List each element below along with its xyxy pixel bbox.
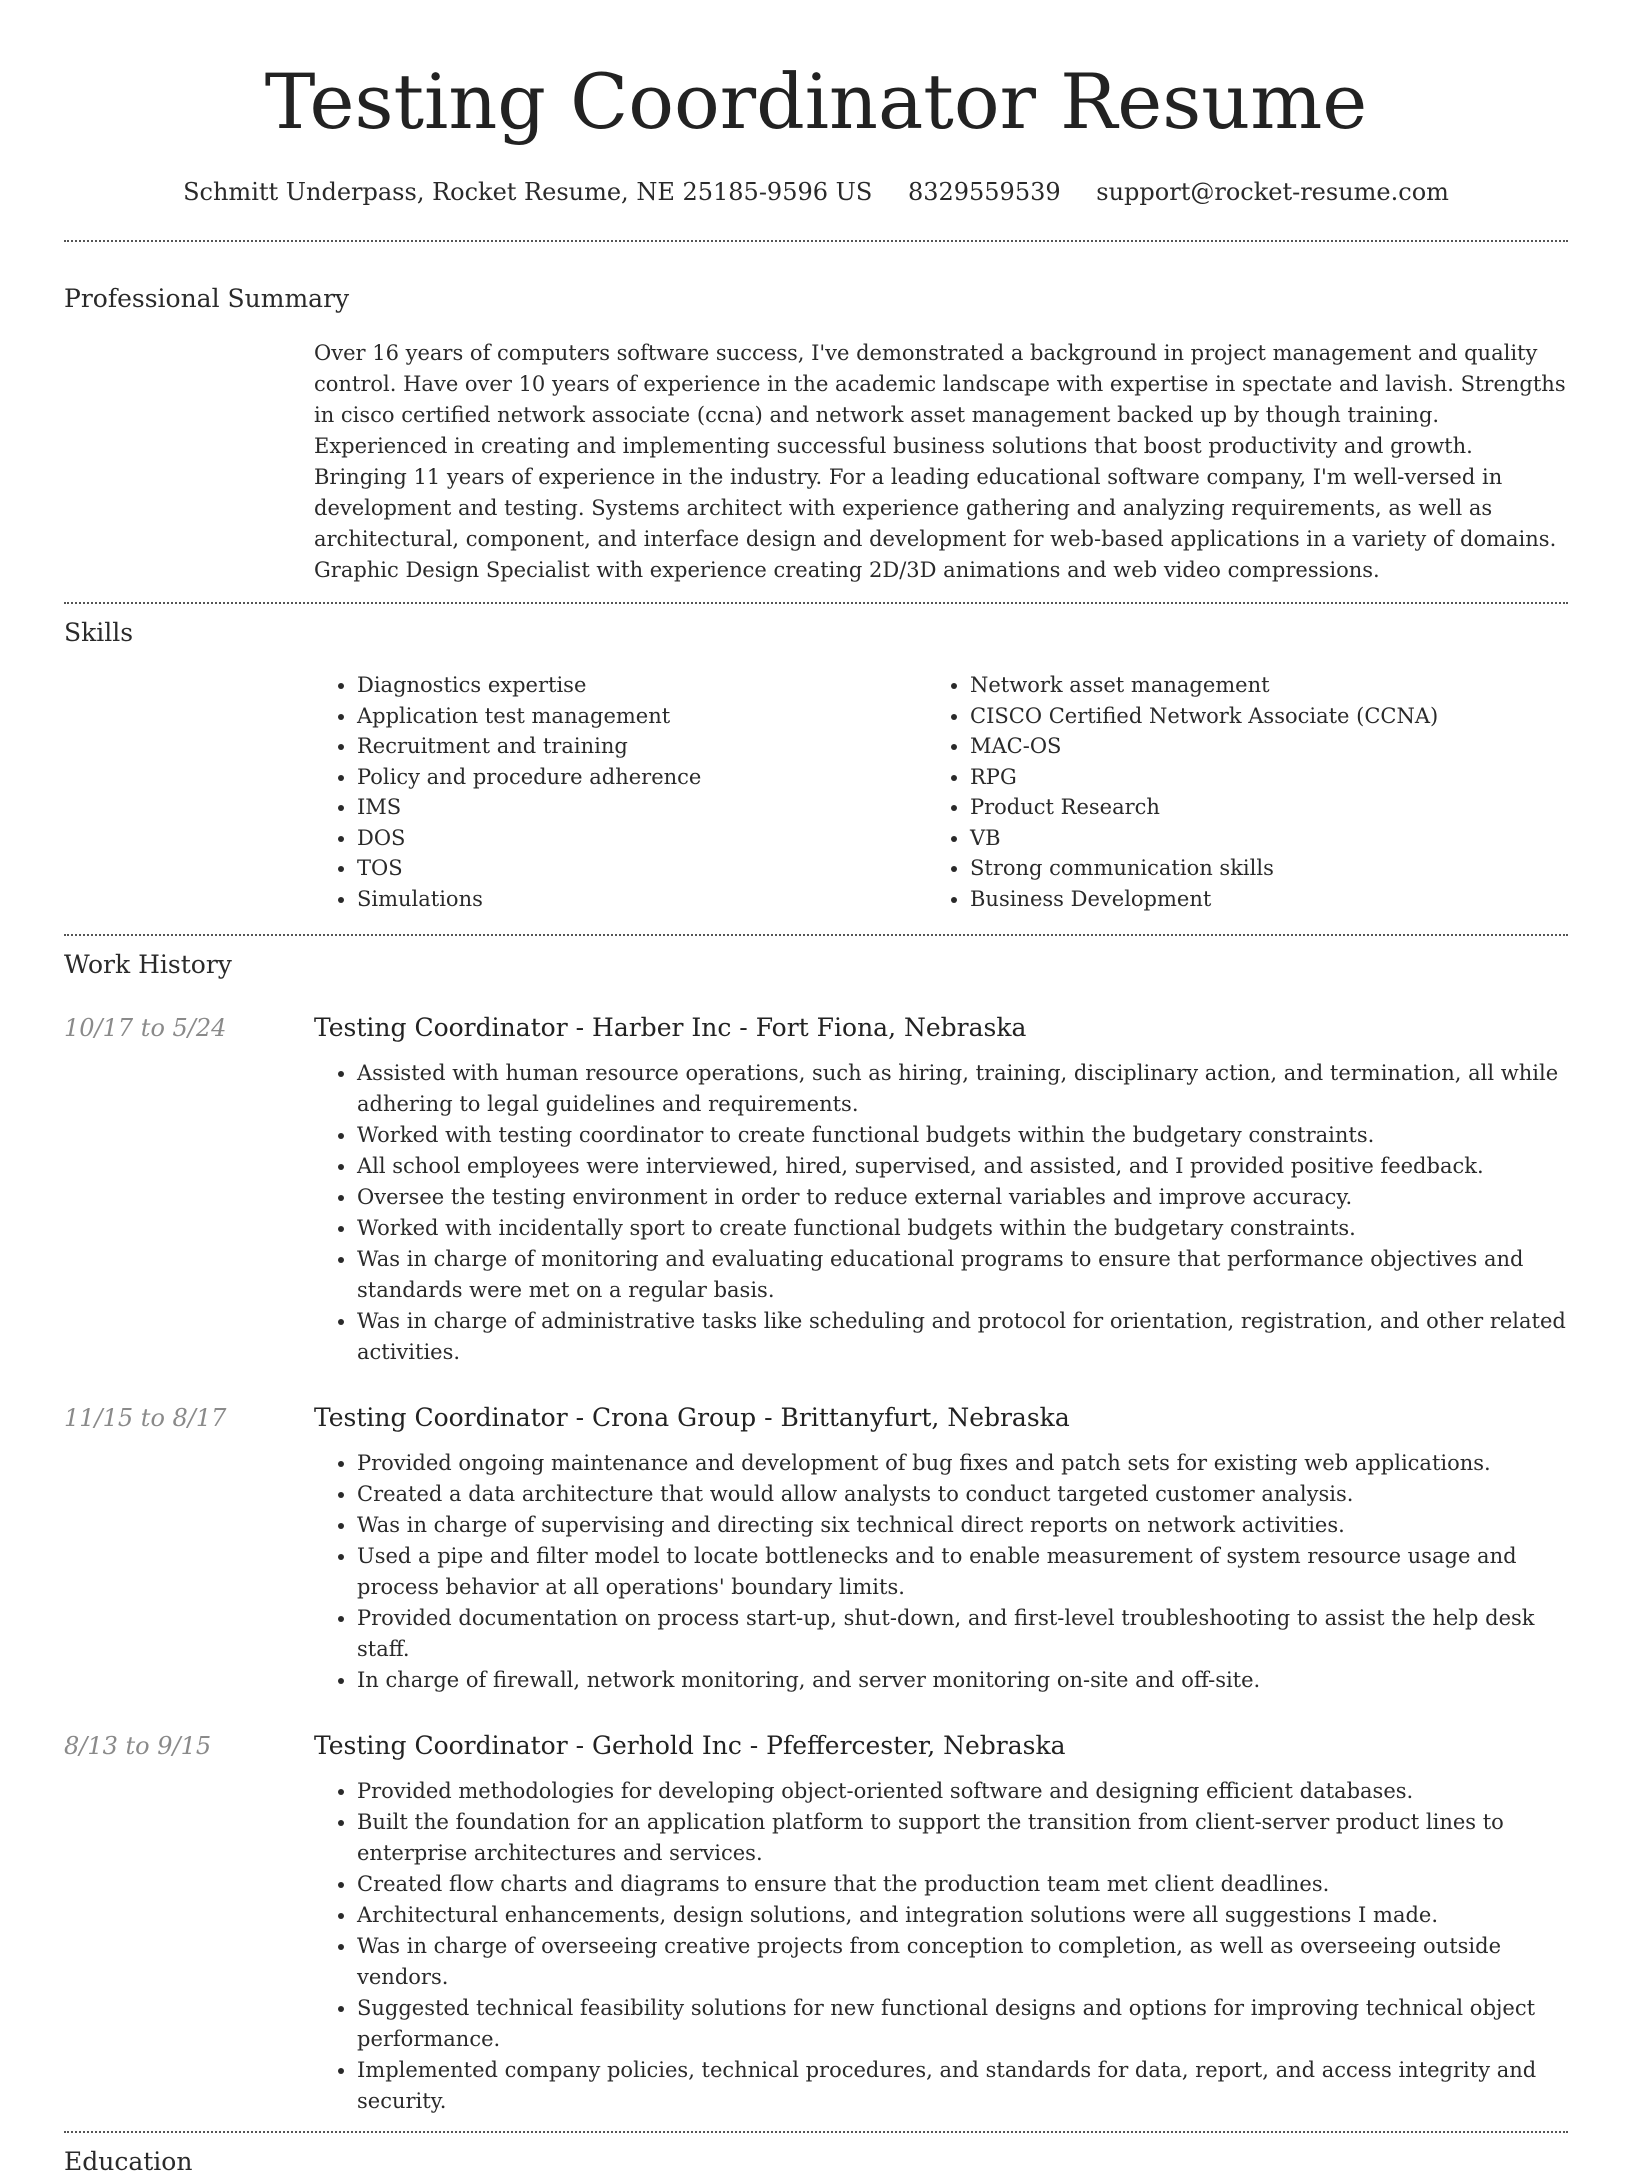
resume-page — [64, 0, 1568, 2179]
contact-email: support@rocket-resume.com — [1096, 178, 1449, 206]
section-divider — [64, 934, 1568, 936]
skill-item: • Product Research — [970, 792, 1540, 823]
job-bullet: • Implemented company policies, technical procedures, and standards for data, report, and access integrity and security. — [357, 2055, 1568, 2117]
work-history-heading: Work History — [64, 950, 232, 979]
skill-item: • DOS — [357, 823, 927, 854]
job-bullet: • Worked with testing coordinator to create functional budgets within the budgetary constraints. — [357, 1120, 1568, 1151]
skill-item: • IMS — [357, 792, 927, 823]
job-bullet: • Built the foundation for an application platform to support the transition from client-server product lines to enterprise architectures and services. — [357, 1807, 1568, 1869]
skill-item: • Recruitment and training — [357, 731, 927, 762]
job-dates: 11/15 to 8/17 — [64, 1404, 227, 1432]
job-details — [314, 1402, 1568, 1696]
skill-item: • TOS — [357, 853, 927, 884]
job-bullet: • Created flow charts and diagrams to ensure that the production team met client deadlines. — [357, 1869, 1568, 1900]
job-dates: 10/17 to 5/24 — [64, 1014, 227, 1042]
skill-item: • Policy and procedure adherence — [357, 762, 927, 793]
job-details — [314, 1730, 1568, 2117]
job-bullet: • Architectural enhancements, design solutions, and integration solutions were all suggestions I made. — [357, 1900, 1568, 1931]
skill-item: • CISCO Certified Network Associate (CCNA) — [970, 701, 1540, 732]
job-bullet: • Was in charge of supervising and directing six technical direct reports on network activities. — [357, 1510, 1568, 1541]
job-bullet: • Was in charge of administrative tasks like scheduling and protocol for orientation, registration, and other related activities. — [357, 1306, 1568, 1368]
job-title: Testing Coordinator - Harber Inc - Fort Fiona, Nebraska — [314, 1013, 1027, 1042]
skills-list — [314, 670, 1568, 914]
job-bullets — [314, 1776, 1568, 2117]
job-title: Testing Coordinator - Gerhold Inc - Pfeffercester, Nebraska — [314, 1731, 1066, 1760]
skills-column-right — [927, 670, 1540, 914]
skill-item: • Strong communication skills — [970, 853, 1540, 884]
job-bullets — [314, 1448, 1568, 1696]
section-divider — [64, 602, 1568, 604]
education-heading: Education — [64, 2147, 193, 2176]
job-bullet: • Was in charge of overseeing creative projects from conception to completion, as well as overseeing outside vendors. — [357, 1931, 1568, 1993]
job-details — [314, 1012, 1568, 1368]
skill-item: • MAC-OS — [970, 731, 1540, 762]
job-bullet: • In charge of firewall, network monitoring, and server monitoring on-site and off-site. — [357, 1665, 1568, 1696]
skill-item: • VB — [970, 823, 1540, 854]
job-entry — [64, 1012, 1568, 1368]
job-bullet: • Provided ongoing maintenance and development of bug fixes and patch sets for existing web applications. — [357, 1448, 1568, 1479]
job-dates: 8/13 to 9/15 — [64, 1732, 212, 1760]
contact-line — [64, 176, 1568, 208]
job-bullet: • Was in charge of monitoring and evaluating educational programs to ensure that performance objectives and standards were met on a regular basis. — [357, 1244, 1568, 1306]
skills-column-left — [314, 670, 927, 914]
job-bullet: • Used a pipe and filter model to locate bottlenecks and to enable measurement of system resource usage and process behavior at all operations' boundary limits. — [357, 1541, 1568, 1603]
section-divider — [64, 240, 1568, 242]
resume-title: Testing Coordinator Resume — [264, 57, 1368, 146]
job-bullet: • Provided documentation on process start-up, shut-down, and first-level troubleshooting to assist the help desk staff. — [357, 1603, 1568, 1665]
job-bullet: • Assisted with human resource operations, such as hiring, training, disciplinary action, and termination, all while adhering to legal guidelines and requirements. — [357, 1058, 1568, 1120]
summary-text: Over 16 years of computers software success, I've demonstrated a background in project management and quality control. Have over 10 years of experience in the academic landscape with expertise in spectate and lavish. Strengths in cisco certified network associate (ccna) and network asset management backed up by though training. Experienced in creating and implementing successful business solutions that boost productivity and growth. Bringing 11 years of experience in the industry. For a leading educational software company, I'm well-versed in development and testing. Systems architect with experience gathering and analyzing requirements, as well as architectural, component, and interface design and development for web-based applications in a variety of domains. Graphic Design Specialist with experience creating 2D/3D animations and web video compressions. — [314, 341, 1566, 582]
job-bullets — [314, 1058, 1568, 1368]
job-entry — [64, 1402, 1568, 1696]
skill-item: • RPG — [970, 762, 1540, 793]
skill-item: • Network asset management — [970, 670, 1540, 701]
skill-item: • Diagnostics expertise — [357, 670, 927, 701]
job-title: Testing Coordinator - Crona Group - Brittanyfurt, Nebraska — [314, 1403, 1070, 1432]
skills-heading: Skills — [64, 618, 134, 647]
skill-item: • Simulations — [357, 884, 927, 915]
summary-heading: Professional Summary — [64, 284, 350, 313]
job-bullet: • Created a data architecture that would allow analysts to conduct targeted customer analysis. — [357, 1479, 1568, 1510]
section-divider — [64, 2131, 1568, 2133]
contact-address: Schmitt Underpass, Rocket Resume, NE 25185-9596 US — [183, 178, 873, 206]
contact-phone: 8329559539 — [907, 178, 1061, 206]
job-bullet: • Worked with incidentally sport to create functional budgets within the budgetary constraints. — [357, 1213, 1568, 1244]
skill-item: • Application test management — [357, 701, 927, 732]
job-bullet: • All school employees were interviewed, hired, supervised, and assisted, and I provided positive feedback. — [357, 1151, 1568, 1182]
job-bullet: • Oversee the testing environment in order to reduce external variables and improve accuracy. — [357, 1182, 1568, 1213]
job-entry — [64, 1730, 1568, 2117]
job-bullet: • Suggested technical feasibility solutions for new functional designs and options for improving technical object performance. — [357, 1993, 1568, 2055]
skill-item: • Business Development — [970, 884, 1540, 915]
job-bullet: • Provided methodologies for developing object-oriented software and designing efficient databases. — [357, 1776, 1568, 1807]
